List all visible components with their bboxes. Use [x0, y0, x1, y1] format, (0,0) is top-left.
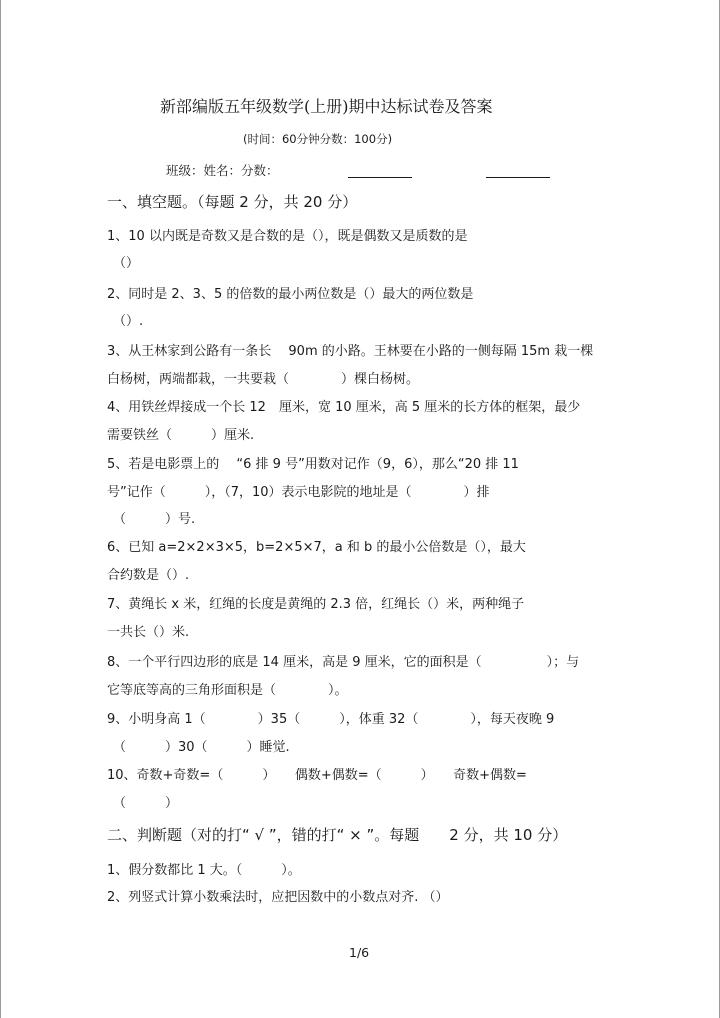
- question-line: 1、假分数都比 1 大。（ ）。: [107, 863, 301, 878]
- question-line: 4、用铁丝焊接成一个长 12 厘米，宽 10 厘米，高 5 厘米的长方体的框架，最少: [107, 400, 581, 415]
- question-line: 9、小明身高 1（ ）35（ ），体重 32（ ），每天夜晚 9: [107, 712, 555, 727]
- question-line: （ ）: [113, 796, 179, 811]
- question-line: 6、已知 a=2×2×3×5，b=2×5×7，a 和 b 的最小公倍数是（），最大: [107, 540, 526, 555]
- question-line: 2、列竖式计算小数乘法时，应把因数中的小数点对齐. （）: [107, 890, 449, 905]
- page-edge-left: [0, 0, 1, 1018]
- question-line: 白杨树，两端都栽，一共要栽（ ）棵白杨树。: [107, 372, 420, 387]
- question-line: 2、同时是 2、3、5 的倍数的最小两位数是（）最大的两位数是: [107, 287, 474, 302]
- question-line: （）.: [113, 314, 144, 329]
- question-line: 5、若是电影票上的 “6 排 9 号”用数对记作（9，6），那么“20 排 11: [107, 457, 519, 472]
- question-line: 需要铁丝（ ）厘米.: [107, 428, 255, 443]
- section-1-heading: 一、填空题。（每题 2 分，共 20 分）: [107, 193, 358, 211]
- question-line: （）: [113, 256, 140, 271]
- question-line: 3、从王林家到公路有一条长 90m 的小路。王林要在小路的一侧每隔 15m 栽一棵: [107, 344, 594, 359]
- info-blank-line-1: [348, 177, 412, 178]
- question-line: 8、一个平行四边形的底是 14 厘米，高是 9 厘米，它的面积是（ ）；与: [107, 655, 580, 670]
- question-line: 7、黄绳长 x 米，红绳的长度是黄绳的 2.3 倍，红绳长（）米，两种绳子: [107, 597, 525, 612]
- section-2-heading: 二、判断题（对的打“ √ ”，错的打“ × ”。每题 2 分，共 10 分）: [107, 826, 568, 844]
- question-line: （ ）号.: [113, 512, 196, 527]
- page-number: 1/6: [349, 945, 370, 960]
- question-line: 它等底等高的三角形面积是（ ）。: [107, 683, 348, 698]
- question-line: 合约数是（）.: [107, 568, 190, 583]
- question-line: （ ）30（ ）睡觉.: [113, 740, 290, 755]
- question-line: 一共长（）米.: [107, 625, 190, 640]
- exam-time-score: (时间：60分钟分数：100分): [243, 132, 393, 146]
- question-line: 1、10 以内既是奇数又是合数的是（），既是偶数又是质数的是: [107, 229, 468, 244]
- student-info-labels: 班级：姓名：分数：: [166, 163, 279, 178]
- question-line: 10、奇数+奇数=（ ） 偶数+偶数=（ ） 奇数+偶数=: [107, 768, 527, 783]
- info-blank-line-2: [486, 177, 550, 178]
- question-line: 号”记作（ ），（7，10）表示电影院的地址是（ ）排: [107, 485, 490, 500]
- exam-title: 新部编版五年级数学(上册)期中达标试卷及答案: [160, 97, 493, 116]
